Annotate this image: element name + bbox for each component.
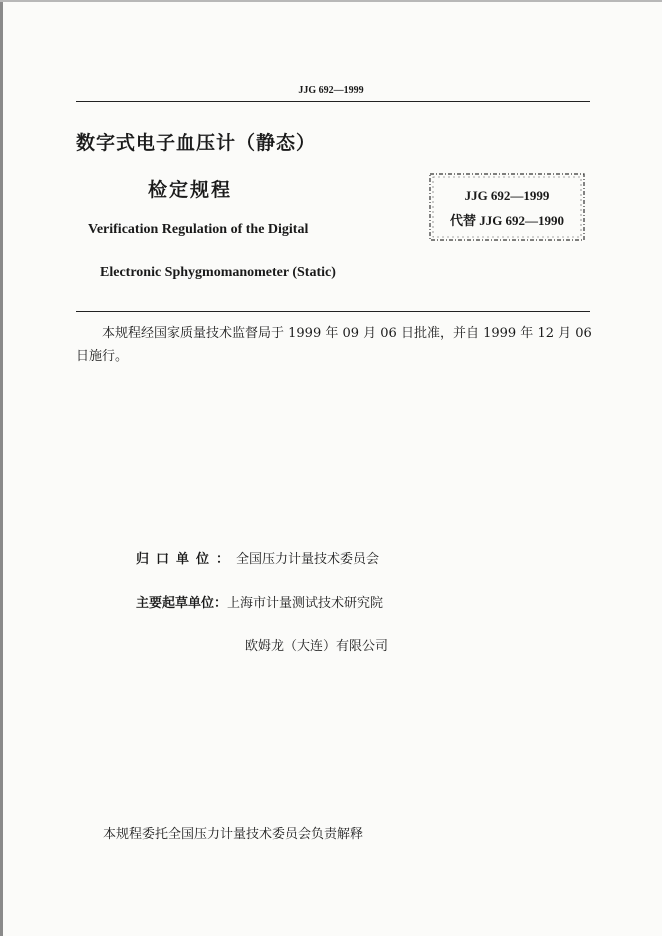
current-code: JJG 692—1999 xyxy=(464,188,550,203)
drafter-unit-row-2 xyxy=(245,635,388,654)
owner-unit-value: 全国压力计量技术委员会 xyxy=(236,552,380,567)
subtitle-chinese: 检定规程 xyxy=(148,179,233,201)
drafter-unit-value-1: 上海市计量测试技术研究院 xyxy=(227,596,384,611)
scan-left-edge xyxy=(0,0,3,936)
decorative-border xyxy=(428,172,586,242)
drafter-unit-row xyxy=(136,592,383,611)
title-english-line-1: Verification Regulation of the Digital xyxy=(88,222,309,237)
title-english-line-2: Electronic Sphygmomanometer (Static) xyxy=(100,265,336,280)
owner-unit-label: 归口单位： xyxy=(136,552,237,567)
replaced-code: 代替 JJG 692—1990 xyxy=(449,213,565,228)
top-divider xyxy=(76,101,590,102)
header-code: JJG 692—1999 xyxy=(298,85,364,96)
drafter-unit-value-2: 欧姆龙（大连）有限公司 xyxy=(245,639,389,654)
approval-text: 本规程经国家质量技术监督局于 1999 年 09 月 06 日批准，并自 1999 年 12 月 06 日施行。 xyxy=(76,326,592,364)
scan-top-edge xyxy=(0,0,662,2)
owner-unit-row xyxy=(136,548,379,567)
approval-paragraph xyxy=(76,322,592,368)
middle-divider xyxy=(76,311,590,312)
standard-code-box xyxy=(428,172,586,242)
title-chinese: 数字式电子血压计（静态） xyxy=(76,132,317,154)
drafter-unit-label: 主要起草单位： xyxy=(136,596,228,611)
interpretation-note: 本规程委托全国压力计量技术委员会负责解释 xyxy=(103,827,364,842)
